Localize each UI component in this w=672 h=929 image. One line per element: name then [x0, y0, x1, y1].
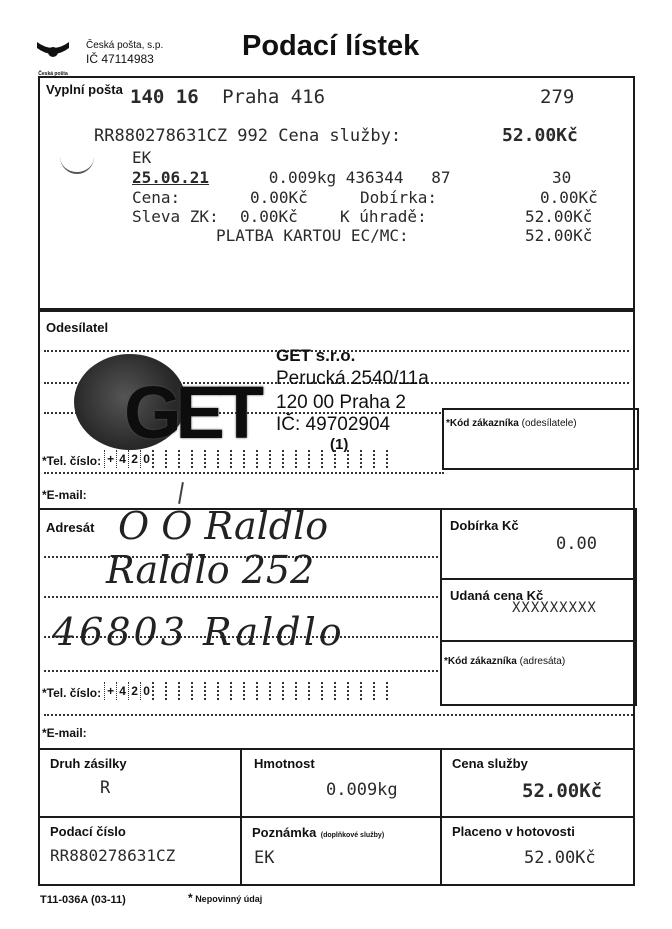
- line4-a: 87: [431, 168, 451, 187]
- card-payment-label: PLATBA KARTOU EC/MC:: [216, 226, 409, 245]
- sender-line-4: [44, 472, 444, 474]
- company-name: Česká pošta, s.p.: [86, 40, 164, 51]
- office-line: [130, 86, 325, 108]
- addressee-label: Adresát: [46, 520, 95, 535]
- service-price-label: Cena služby:: [278, 126, 402, 146]
- addressee-line-5: [44, 714, 633, 716]
- weight-line: 0.009kg 436344: [268, 168, 404, 187]
- phone-digit: +: [104, 450, 116, 468]
- phone-digit: 2: [128, 450, 140, 468]
- tracking-number-cell: [38, 816, 242, 886]
- addressee-line-4: [44, 670, 442, 672]
- addressee-line-2: [44, 596, 442, 598]
- addressee-code-label: [444, 656, 565, 667]
- phone-slot: [152, 450, 165, 468]
- service-price-cell-label: Cena služby: [452, 756, 528, 771]
- addressee-phone-field[interactable]: [42, 682, 399, 700]
- phone-slot: [256, 450, 269, 468]
- stamp-city: 120 00 Praha 2: [276, 392, 406, 413]
- addressee-customer-code-field[interactable]: [440, 640, 637, 706]
- phone-slot: [347, 450, 360, 468]
- note-sub: (doplňkové služby): [320, 832, 385, 839]
- sender-section: [38, 310, 635, 510]
- declared-value-value: XXXXXXXXX: [512, 600, 597, 616]
- post-receipt-box: [38, 76, 635, 310]
- line4-b: 30: [552, 168, 572, 187]
- addressee-handwritten-city[interactable]: 46803 Raldlo: [52, 610, 345, 654]
- logo-caption: Česká pošta: [38, 71, 68, 77]
- cod-label: Dobírka:: [360, 188, 438, 207]
- sender-tel-text: Tel. číslo:: [46, 454, 102, 468]
- service-price-value: 52.00Kč: [502, 125, 578, 146]
- phone-slot: [204, 682, 217, 700]
- phone-slot: [308, 450, 321, 468]
- phone-slot: [165, 682, 178, 700]
- note-cell: [240, 816, 442, 886]
- sender-code-sub: (odesílatele): [521, 418, 577, 429]
- get-logo-text: GET: [124, 371, 259, 454]
- phone-slot: [334, 682, 347, 700]
- shipment-type-value: R: [100, 778, 111, 798]
- tracking-number-value: RR880278631CZ: [50, 846, 176, 865]
- phone-slot: [165, 450, 178, 468]
- shipment-type-label: Druh zásilky: [50, 756, 127, 771]
- phone-slot: [269, 682, 282, 700]
- phone-slot: [360, 450, 373, 468]
- addressee-email-label: *E-mail:: [42, 726, 87, 740]
- date-value: 25.06.21: [132, 168, 210, 187]
- sender-email-field[interactable]: [110, 482, 630, 504]
- stamp-company: GET s.r.o.: [276, 346, 356, 365]
- phone-slot: [152, 682, 165, 700]
- sender-phone-field[interactable]: [42, 450, 399, 468]
- sender-customer-code-field[interactable]: [442, 408, 639, 470]
- phone-slot: [204, 450, 217, 468]
- addressee-tel-text: Tel. číslo:: [46, 686, 102, 700]
- declared-value-field[interactable]: [440, 578, 637, 642]
- phone-slot: [321, 450, 334, 468]
- get-logo-stamp: [70, 352, 260, 452]
- phone-digit: 2: [128, 682, 140, 700]
- stamp-street: Perucká 2540/11a: [276, 368, 429, 389]
- phone-slot: [373, 682, 386, 700]
- company-ic: IČ 47114983: [86, 52, 154, 66]
- office-num: 279: [540, 86, 575, 108]
- price-line: [132, 188, 180, 207]
- form-code: T11-036A (03-11): [40, 894, 126, 906]
- phone-slot: [178, 450, 191, 468]
- phone-slot: [256, 682, 269, 700]
- sender-tel-label: *Tel. číslo:: [42, 454, 102, 468]
- phone-digit: 0: [140, 682, 152, 700]
- to-pay-label: K úhradě:: [340, 207, 427, 226]
- phone-digit: 4: [116, 682, 128, 700]
- service-price-cell: [440, 748, 635, 818]
- phone-digit: 4: [116, 450, 128, 468]
- addressee-code-sub: (adresáta): [519, 656, 566, 667]
- stamp-number: (1): [330, 436, 349, 453]
- addressee-email-field[interactable]: [110, 720, 630, 744]
- phone-slot: [243, 450, 256, 468]
- sender-email-label: *E-mail:: [42, 488, 87, 502]
- optional-note: [188, 891, 262, 905]
- phone-slot: [386, 450, 399, 468]
- pen-mark: [60, 156, 94, 174]
- weight-label: Hmotnost: [254, 756, 315, 771]
- office-code: 140 16: [130, 86, 199, 108]
- sender-code-title: Kód zákazníka: [449, 418, 519, 429]
- note-label: [252, 824, 384, 842]
- phone-slot: [191, 450, 204, 468]
- stamp-ic: IČ: 49702904: [276, 414, 391, 435]
- card-payment-value: 52.00Kč: [525, 226, 593, 245]
- sender-email-text: E-mail:: [46, 488, 87, 502]
- declared-value-label: Udaná cena Kč: [450, 588, 544, 603]
- to-pay-value: 52.00Kč: [525, 207, 593, 226]
- service-price-cell-value: 52.00Kč: [522, 780, 603, 802]
- cod-amount-value: 0.00: [556, 534, 597, 554]
- parcel-line: [94, 126, 401, 146]
- cod-amount-field[interactable]: [440, 508, 637, 580]
- shipment-type-cell: [38, 748, 242, 818]
- phone-slot: [308, 682, 321, 700]
- phone-slot: [295, 682, 308, 700]
- sender-code-label: [446, 418, 577, 429]
- discount-value: 0.00Kč: [240, 207, 298, 226]
- price-value: 0.00Kč: [250, 188, 308, 207]
- optional-label: Nepovinný údaj: [195, 894, 263, 904]
- date-line: [132, 168, 632, 187]
- phone-slot: [191, 682, 204, 700]
- phone-slot: [269, 450, 282, 468]
- phone-slot: [217, 450, 230, 468]
- phone-slot: [360, 682, 373, 700]
- required-mark: *: [446, 418, 450, 429]
- cash-paid-value: 52.00Kč: [524, 848, 596, 868]
- phone-slot: [282, 450, 295, 468]
- addressee-code-title: Kód zákazníka: [447, 656, 517, 667]
- office-name: Praha 416: [222, 86, 326, 108]
- receipt-label: Vyplní pošta: [46, 82, 123, 97]
- optional-mark: *: [188, 891, 193, 905]
- note-title: Poznámka: [252, 825, 317, 840]
- post-horn-icon: [34, 38, 72, 68]
- addressee-handwritten-street[interactable]: Raldlo 252: [106, 548, 315, 592]
- addressee-tel-label: *Tel. číslo:: [42, 686, 102, 700]
- phone-slot: [334, 450, 347, 468]
- tracking-number-label: Podací číslo: [50, 824, 126, 839]
- addressee-email-text: E-mail:: [46, 726, 87, 740]
- phone-slot: [230, 450, 243, 468]
- cod-amount-label: Dobírka Kč: [450, 518, 519, 533]
- service-code: EK: [132, 148, 152, 167]
- cash-paid-cell: [440, 816, 635, 886]
- phone-digit: +: [104, 682, 116, 700]
- phone-slot: [295, 450, 308, 468]
- cash-paid-label: Placeno v hotovosti: [452, 824, 575, 839]
- note-value: EK: [254, 848, 275, 868]
- required-mark: *: [444, 656, 448, 667]
- weight-cell: [240, 748, 442, 818]
- phone-slot: [282, 682, 295, 700]
- phone-slot: [386, 682, 399, 700]
- page-title: Podací lístek: [242, 30, 420, 62]
- addressee-section: [38, 504, 635, 750]
- phone-slot: [321, 682, 334, 700]
- phone-slot: [178, 682, 191, 700]
- sender-label: Odesílatel: [46, 320, 109, 335]
- phone-slot: [347, 682, 360, 700]
- price-label: Cena:: [132, 188, 181, 207]
- cod-value: 0.00Kč: [540, 188, 598, 207]
- phone-slot: [217, 682, 230, 700]
- phone-slot: [243, 682, 256, 700]
- parcel-code: RR880278631CZ 992: [94, 126, 268, 146]
- phone-slot: [373, 450, 386, 468]
- addressee-handwritten-name[interactable]: O O Raldlo: [118, 504, 329, 548]
- posta-logo: [34, 38, 72, 77]
- phone-digit: 0: [140, 450, 152, 468]
- discount-label: Sleva ZK:: [132, 207, 219, 226]
- weight-value: 0.009kg: [326, 780, 398, 800]
- phone-slot: [230, 682, 243, 700]
